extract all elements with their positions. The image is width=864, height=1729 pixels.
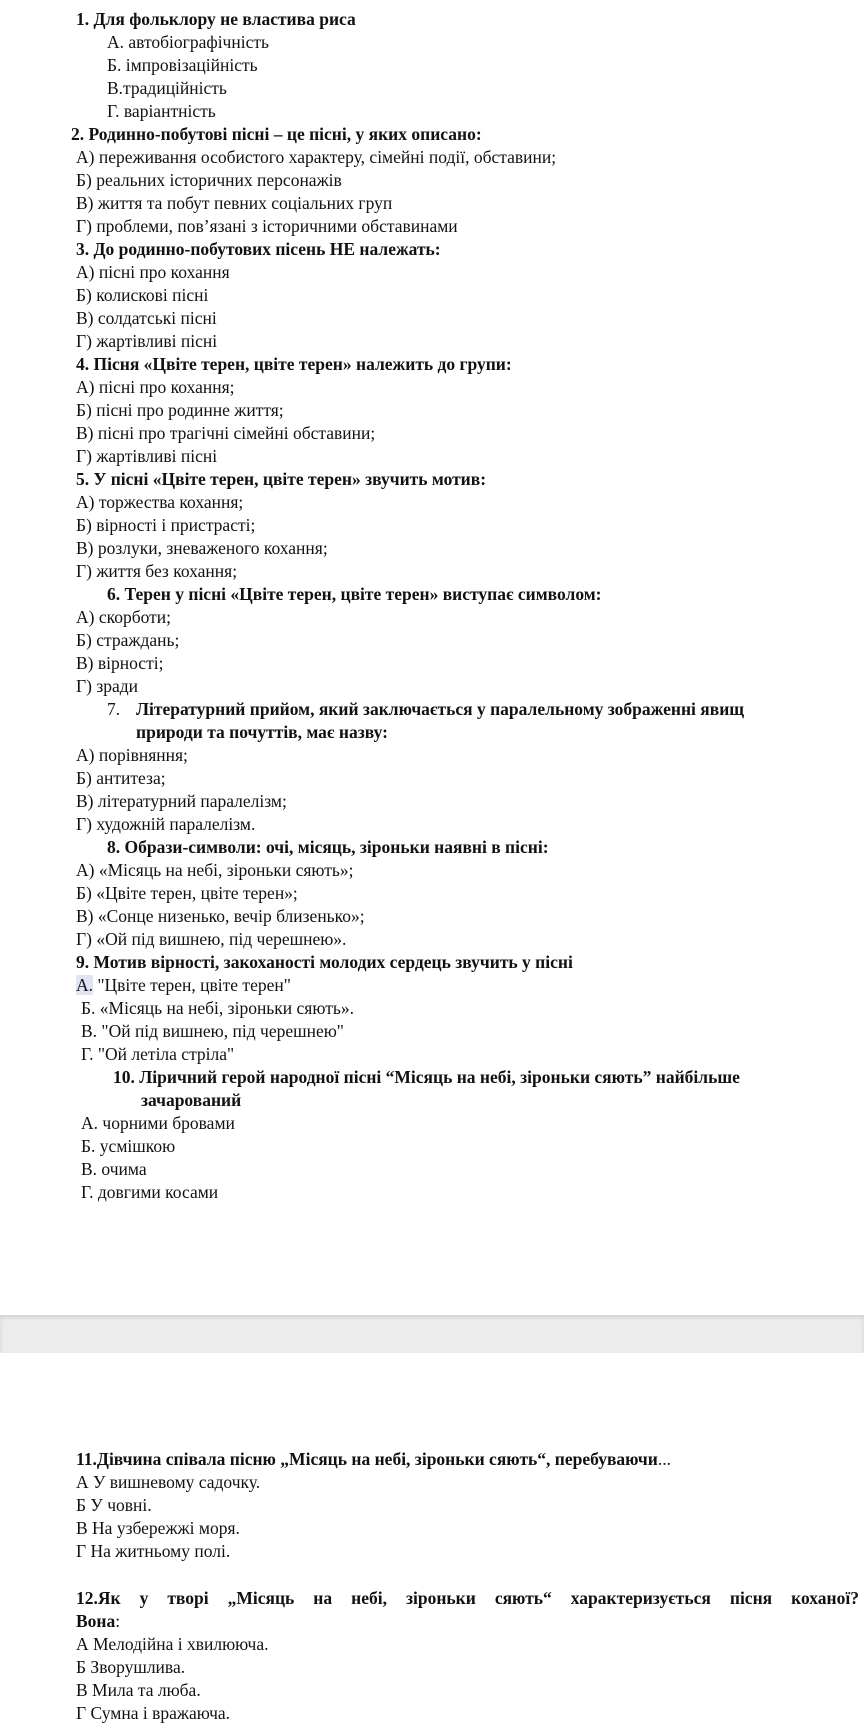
question-9-option-d: Г. "Ой летіла стріла" [81, 1044, 235, 1064]
question-6-option-c: В) вірності; [76, 653, 164, 673]
question-10-line-1: 10. Ліричний герой народної пісні “Місяць на небі, зіроньки сяють” найбільше [113, 1067, 740, 1087]
question-12-option-d: Г Сумна і вражаюча. [76, 1703, 231, 1723]
question-1-option-a: А. автобіографічність [107, 32, 269, 52]
question-12-line-2-bold: Вона [76, 1611, 116, 1631]
question-11-ellipsis: ... [657, 1449, 671, 1469]
question-6-option-a: А) скорботи; [76, 607, 172, 627]
question-11-option-b: Б У човні. [76, 1495, 152, 1515]
question-2-option-d: Г) проблеми, пов’язані з історичними обставинами [76, 216, 458, 236]
question-4: 4. Пісня «Цвіте терен, цвіте терен» належить до групи: [76, 354, 512, 374]
question-1-option-b: Б. імпровізаційність [107, 55, 258, 75]
question-7-line-1: Літературний прийом, який заключається у паралельному зображенні явищ [136, 699, 745, 719]
question-3-option-b: Б) колискові пісні [76, 285, 209, 305]
question-9-option-b: Б. «Місяць на небі, зіроньки сяють». [81, 998, 354, 1018]
question-9-option-a [76, 974, 291, 997]
question-7-option-d: Г) художній паралелізм. [76, 814, 256, 834]
question-3-option-a: А) пісні про кохання [76, 262, 230, 282]
question-1: 1. Для фольклору не властива риса [76, 9, 356, 29]
question-4-option-c: В) пісні про трагічні сімейні обставини; [76, 423, 376, 443]
question-10-option-c: В. очима [81, 1159, 147, 1179]
question-7-line-2: природи та почуттів, має назву: [136, 722, 388, 742]
document-page-2 [0, 1353, 864, 1729]
question-2: 2. Родинно-побутові пісні – це пісні, у яких описано: [71, 124, 482, 144]
question-12-line-2-rest: : [115, 1611, 121, 1631]
question-2-option-a: А) переживання особистого характеру, сімейні події, обставини; [76, 147, 557, 167]
question-4-option-d: Г) жартівливі пісні [76, 446, 218, 466]
question-1-option-d: Г. варіантність [107, 101, 216, 121]
question-12-line-2 [76, 1610, 120, 1633]
question-5-option-c: В) розлуки, зневаженого кохання; [76, 538, 328, 558]
question-9-option-c: В. "Ой під вишнею, під черешнею" [81, 1021, 344, 1041]
question-3-option-c: В) солдатські пісні [76, 308, 217, 328]
question-11-text: 11.Дівчина співала пісню „Місяць на небі, зіроньки сяють“, перебуваючи [76, 1449, 658, 1469]
question-12-line-1: 12.Як у творі „Місяць на небі, зіроньки сяють“ характеризується пісня коханої? [76, 1588, 859, 1608]
question-12-option-b: Б Зворушлива. [76, 1657, 186, 1677]
question-11-option-a: А У вишневому садочку. [76, 1472, 261, 1492]
question-3-option-d: Г) жартівливі пісні [76, 331, 218, 351]
question-10-option-a: А. чорними бровами [81, 1113, 235, 1133]
question-8: 8. Образи-символи: очі, місяць, зіроньки наявні в пісні: [107, 837, 549, 857]
question-10-option-d: Г. довгими косами [81, 1182, 219, 1202]
question-12-option-a: А Мелодійна і хвилююча. [76, 1634, 269, 1654]
question-5-option-b: Б) вірності і пристрасті; [76, 515, 256, 535]
question-11 [76, 1448, 671, 1471]
question-2-option-c: В) життя та побут певних соціальних груп [76, 193, 393, 213]
question-7-option-a: А) порівняння; [76, 745, 188, 765]
question-1-option-c: В.традиційність [107, 78, 227, 98]
question-8-option-d: Г) «Ой під вишнею, під черешнею». [76, 929, 347, 949]
question-7-option-c: В) літературний паралелізм; [76, 791, 287, 811]
question-10-option-b: Б. усмішкою [81, 1136, 176, 1156]
question-9-option-a-letter: А. [76, 975, 94, 995]
question-9-option-a-text: "Цвіте терен, цвіте терен" [93, 975, 291, 995]
question-11-option-d: Г На житньому полі. [76, 1541, 231, 1561]
question-4-option-b: Б) пісні про родинне життя; [76, 400, 284, 420]
question-9: 9. Мотив вірності, закоханості молодих сердець звучить у пісні [76, 952, 573, 972]
question-8-option-a: А) «Місяць на небі, зіроньки сяють»; [76, 860, 354, 880]
question-10-line-2: зачарований [141, 1090, 242, 1110]
question-3: 3. До родинно-побутових пісень НЕ належать: [76, 239, 441, 259]
question-2-option-b: Б) реальних історичних персонажів [76, 170, 342, 190]
question-7-number: 7. [107, 699, 121, 719]
question-5-option-a: А) торжества кохання; [76, 492, 244, 512]
question-7-option-b: Б) антитеза; [76, 768, 166, 788]
question-8-option-b: Б) «Цвіте терен, цвіте терен»; [76, 883, 298, 903]
question-5: 5. У пісні «Цвіте терен, цвіте терен» звучить мотив: [76, 469, 487, 489]
question-4-option-a: А) пісні про кохання; [76, 377, 235, 397]
question-6-option-d: Г) зради [76, 676, 139, 696]
question-11-option-c: В На узбережжі моря. [76, 1518, 240, 1538]
question-5-option-d: Г) життя без кохання; [76, 561, 238, 581]
question-12-option-c: В Мила та люба. [76, 1680, 201, 1700]
question-6-option-b: Б) страждань; [76, 630, 180, 650]
page-separator [0, 1315, 864, 1353]
question-8-option-c: В) «Сонце низенько, вечір близенько»; [76, 906, 365, 926]
question-6: 6. Терен у пісні «Цвіте терен, цвіте терен» виступає символом: [107, 584, 602, 604]
